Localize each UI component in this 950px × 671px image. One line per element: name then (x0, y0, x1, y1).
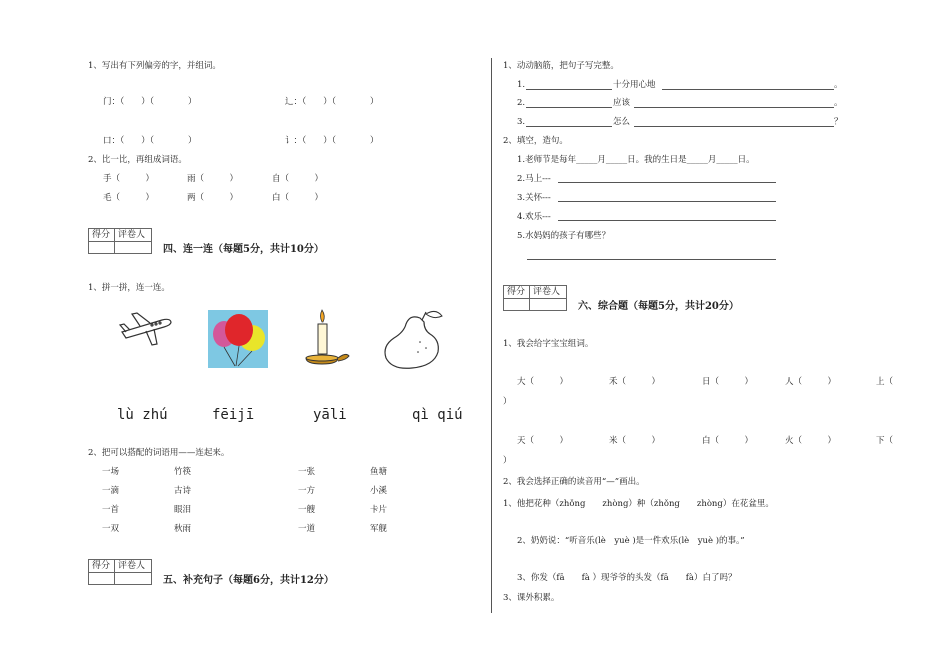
score-label: 得分 (507, 287, 526, 297)
grader-label: 评卷人 (533, 287, 561, 297)
char-row1-wrap: ） (503, 397, 512, 407)
blank-line (526, 89, 612, 90)
grader-label: 评卷人 (118, 230, 146, 240)
section6-title: 六、综合题（每题5分，共计20分） (578, 301, 739, 312)
blank-line (558, 220, 776, 221)
q2-r2-c2: 两（ ） (187, 193, 239, 203)
section4-score-box (88, 228, 152, 254)
section6-q2-s2: 2、奶奶说：“听音乐(lè yuè )是一件欢乐(lè yuè )的事。” (517, 536, 745, 546)
pair-l2-a: 一滴 (102, 486, 120, 496)
pair-r2-b: 小溪 (370, 486, 388, 496)
r-q2-item5: 5.水妈妈的孩子有哪些？ (517, 231, 611, 241)
section6-q2-s1: 1、他把花种（zhǒng zhòng）种（zhǒng zhòng）在花盆里。 (503, 499, 774, 509)
char-row2-3: 白（ ） (702, 436, 754, 446)
q1-row2-left: 口：（ ）（ ） (103, 136, 197, 146)
column-divider (491, 58, 492, 613)
pinyin-4: qì qiú (412, 407, 463, 423)
q1-row2-right: 讠：（ ）（ ） (285, 136, 379, 146)
score-box-midline (504, 298, 566, 299)
score-box-midline (89, 241, 151, 242)
pair-r1-b: 鱼塘 (370, 467, 388, 477)
blank-line (634, 126, 834, 127)
section6-q1-title: 1、我会给字宝宝组词。 (503, 339, 594, 349)
char-row1-1: 大（ ） (517, 377, 569, 387)
pair-r3-a: 一艘 (298, 505, 316, 515)
q1-title: 1、写出有下列偏旁的字，并组词。 (88, 61, 221, 71)
pinyin-3: yāli (313, 407, 347, 423)
section4-title: 四、连一连（每题5分，共计10分） (163, 244, 324, 255)
blank-line (526, 107, 612, 108)
r-q1-item2-end: 。 (834, 98, 843, 108)
section6-score-box (503, 285, 567, 311)
q2-title: 2、比一比，再组成词语。 (88, 155, 187, 165)
r-q1-item1-num: 1. (517, 80, 526, 90)
pair-l2-b: 古诗 (174, 486, 192, 496)
pair-l1-b: 竹筷 (174, 467, 192, 477)
r-q1-title: 1、动动脑筋，把句子写完整。 (503, 61, 619, 71)
r-q1-item3-num: 3. (517, 117, 526, 127)
pair-l4-b: 秋雨 (174, 524, 192, 534)
pair-l1-a: 一场 (102, 467, 120, 477)
r-q1-item3-mid: 怎么 (613, 117, 631, 127)
r-q1-item1-mid: 十分用心地 (613, 80, 656, 90)
section5-title: 五、补充句子（每题6分，共计12分） (163, 575, 334, 586)
q2-r1-c3: 自（ ） (272, 174, 324, 184)
char-row1-2: 禾（ ） (609, 377, 661, 387)
blank-line (558, 182, 776, 183)
blank-line (558, 201, 776, 202)
char-row1-4: 人（ ） (785, 377, 837, 387)
blank-line (526, 126, 612, 127)
section6-q3-title: 3、课外积累。 (503, 593, 560, 603)
blank-line (527, 259, 776, 260)
score-label: 得分 (92, 230, 111, 240)
section6-q2-s3: 3、你发（fā fà ）现爷爷的头发（fā fà）白了吗？ (517, 573, 737, 583)
r-q1-item2-mid: 应该 (613, 98, 631, 108)
r-q2-item1: 1.老师节是每年_____月_____日。我的生日是_____月_____日。 (517, 155, 755, 165)
r-q1-item3-end: ？ (834, 117, 843, 127)
char-row2-wrap: ） (503, 456, 512, 466)
char-row2-1: 天（ ） (517, 436, 569, 446)
q1-row1-left: 门：（ ）（ ） (103, 97, 197, 107)
q2-r1-c2: 雨（ ） (187, 174, 239, 184)
balloons-icon (208, 310, 268, 368)
q1-row1-right: 辶：（ ）（ ） (285, 97, 379, 107)
r-q2-title: 2、填空，造句。 (503, 136, 568, 146)
pinyin-2: fēijī (212, 407, 255, 423)
char-row1-3: 日（ ） (702, 377, 754, 387)
score-label: 得分 (92, 561, 111, 571)
pair-r1-a: 一张 (298, 467, 316, 477)
section5-score-box (88, 559, 152, 585)
r-q2-item3: 3.关怀--- (517, 193, 551, 203)
pair-r2-a: 一方 (298, 486, 316, 496)
r-q2-item4: 4.欢乐--- (517, 212, 551, 222)
score-box-midline (89, 572, 151, 573)
r-q1-item1-end: 。 (834, 80, 843, 90)
pair-l4-a: 一双 (102, 524, 120, 534)
q2-r2-c3: 白（ ） (272, 193, 324, 203)
char-row2-2: 米（ ） (609, 436, 661, 446)
section4-q1-title: 1、拼一拼，连一连。 (88, 283, 170, 293)
char-row2-5: 下（ (876, 436, 894, 446)
pair-r3-b: 卡片 (370, 505, 388, 515)
pair-r4-a: 一道 (298, 524, 316, 534)
blank-line (662, 89, 834, 90)
blank-line (634, 107, 834, 108)
section4-q2-title: 2、把可以搭配的词语用——连起来。 (88, 448, 230, 458)
pair-l3-a: 一首 (102, 505, 120, 515)
q2-r2-c1: 毛（ ） (103, 193, 155, 203)
section6-q2-title: 2、我会选择正确的读音用“—”画出。 (503, 477, 645, 487)
char-row2-4: 火（ ） (785, 436, 837, 446)
pair-r4-b: 军舰 (370, 524, 388, 534)
pinyin-1: lù zhú (117, 407, 168, 423)
grader-label: 评卷人 (118, 561, 146, 571)
r-q2-item2: 2.马上--- (517, 174, 551, 184)
pear-icon (380, 308, 446, 372)
airplane-icon (116, 310, 176, 350)
r-q1-item2-num: 2. (517, 98, 526, 108)
char-row1-5: 上（ (876, 377, 894, 387)
q2-r1-c1: 手（ ） (103, 174, 155, 184)
pair-l3-b: 眼泪 (174, 505, 192, 515)
candle-icon (302, 308, 352, 370)
